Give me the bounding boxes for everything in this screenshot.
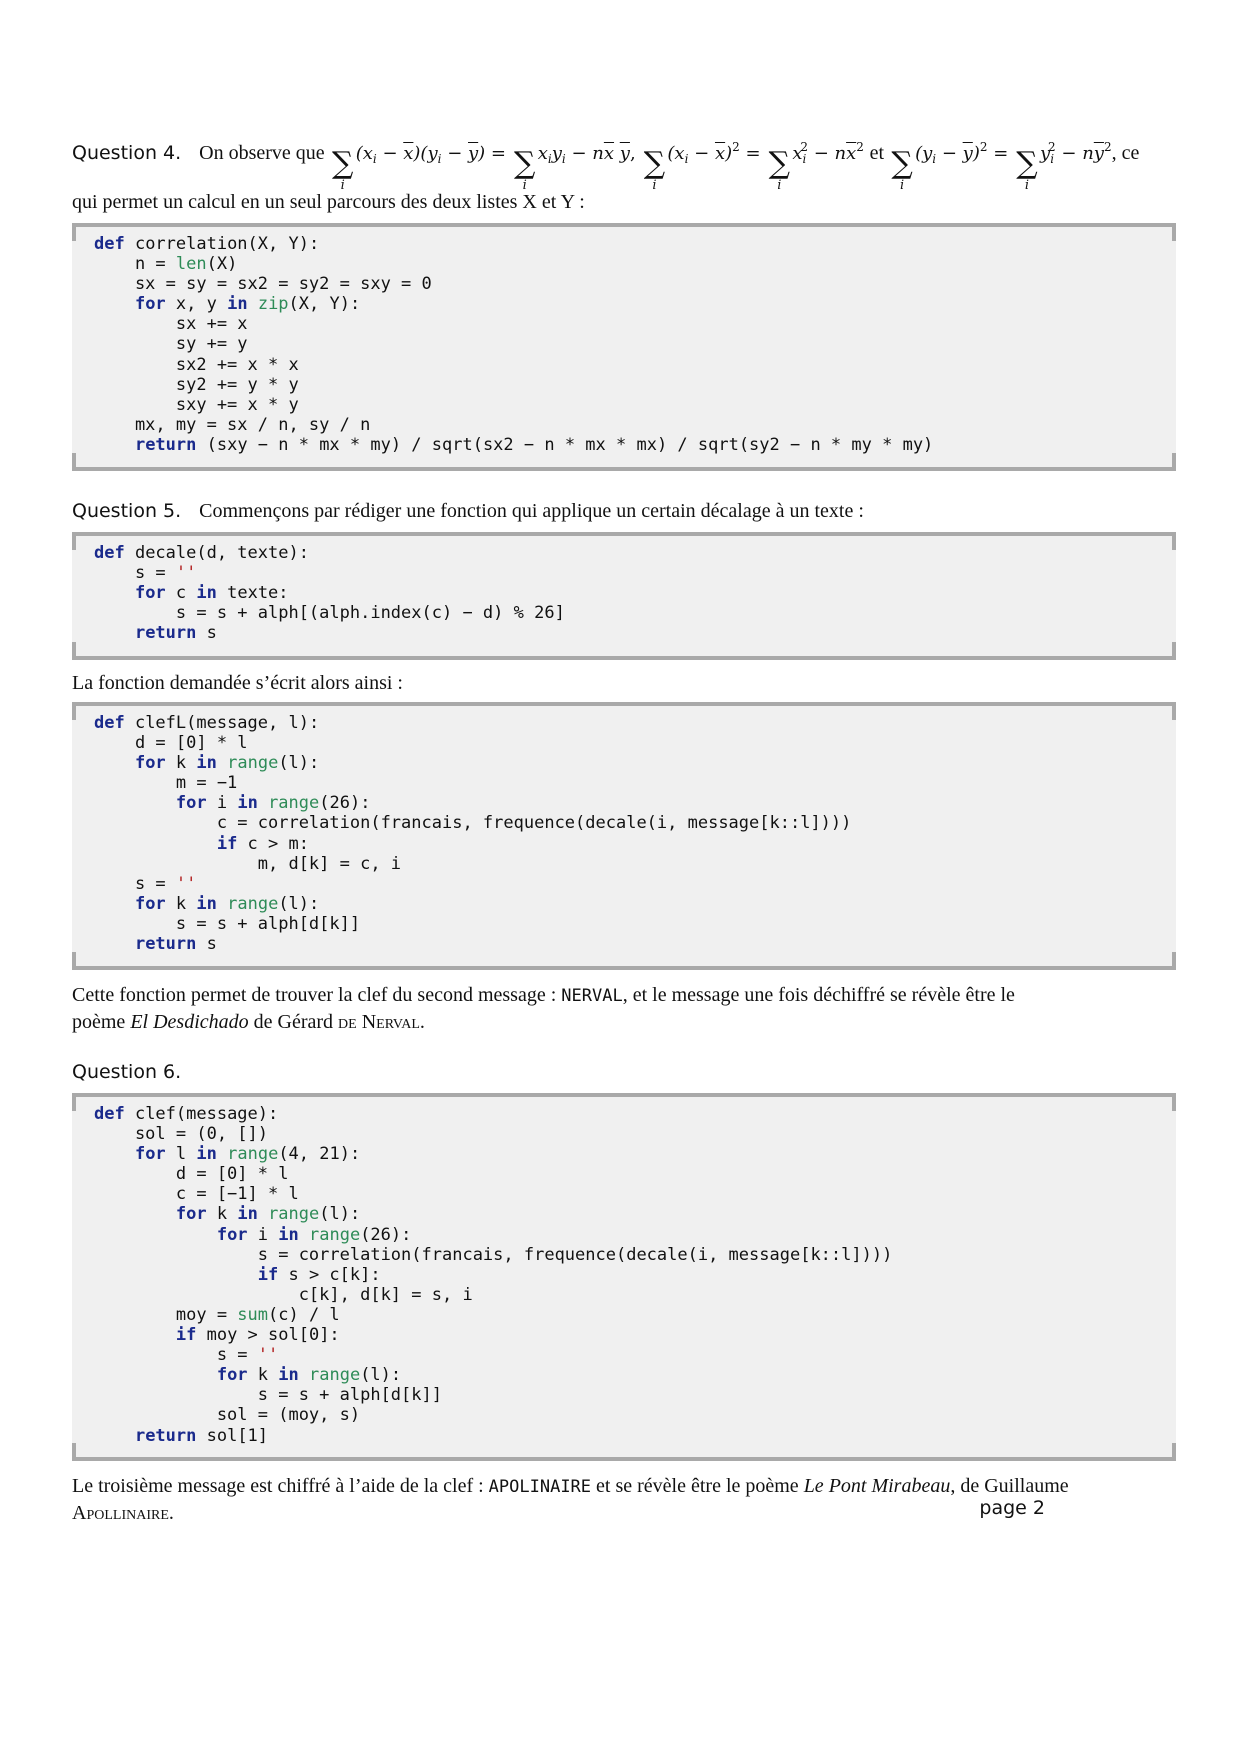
q6-conclusion: Le troisième message est chiffré à l’aide de la clef : APOLINAIRE et se révèle être le poème Le Pont Mirabeau, de Guillaume Apollinaire. xyxy=(72,1475,1069,1524)
q6-code-block xyxy=(72,1093,1176,1461)
page-content xyxy=(72,140,1176,1526)
q6-author: Apollinaire xyxy=(72,1502,169,1524)
page-number: page 2 xyxy=(979,1497,1045,1519)
q6-poem-title: Le Pont Mirabeau xyxy=(803,1475,951,1497)
q4-code: def correlation(X, Y): n = len(X) sx = sy = sx2 = sy2 = sxy = 0 for x, y in zip(X, Y): sx += x sy += y sx2 += x * x sy2 += y * y sxy += x * y mx, my = sx / n, sy / n return (sxy − n * mx * my) / sqrt(sx2 − n * mx * mx) / sqrt(sy2 − n * my * my) xyxy=(94,234,934,455)
q5-label: Question 5. xyxy=(72,500,182,522)
q5-poem-title: El Desdichado xyxy=(130,1011,249,1033)
q4-code-block xyxy=(72,223,1176,471)
q4-formula: ∑ i $(x_i - \overline{x})(y_i - \overline{y})$ = ∑ i $x_iy_i - n\overline{x}$ $\overline{y}$, ∑ i $(x_i - \overline{x})^2$ = ∑ i $x_i^2 - n\overline{x}^2$ xyxy=(331,140,864,193)
q5-code-2: def clefL(message, l): d = [0] * l for k in range(l): m = −1 for i in range(26): c = correlation(francais, frequence(decale(i, message[k::l]))) if c > m: m, d[k] = c, i s = '' for k in range(l): s = s + alph[d[k]] return s xyxy=(94,713,852,955)
q5-middle: La fonction demandée s’écrit alors ainsi : xyxy=(72,672,403,694)
q5-paragraph xyxy=(72,498,1176,524)
q5-author: de Nerval xyxy=(338,1011,420,1033)
q4-label: Question 4. xyxy=(72,142,182,164)
q5-code-block-1 xyxy=(72,532,1176,660)
q6-paragraph xyxy=(72,1059,1176,1085)
q5-code-1: def decale(d, texte): s = '' for c in texte: s = s + alph[(alph.index(c) − d) % 26] return s xyxy=(94,543,565,644)
q5-code-block-2 xyxy=(72,702,1176,970)
q5-intro: Commençons par rédiger une fonction qui applique un certain décalage à un texte : xyxy=(199,500,864,522)
q5-key: NERVAL xyxy=(561,986,623,1006)
q6-code: def clef(message): sol = (0, []) for l in range(4, 21): d = [0] * l c = [−1] * l for k in range(l): for i in range(26): s = correlation(francais, frequence(decale(i, message[k::l]))) if s > c[k]: c[k], d[k] = s, i moy = sum(c) / l if moy > sol[0]: s = '' for k in range(l): s = s + alph[d[k]] sol = (moy, s) return sol[1] xyxy=(94,1104,893,1446)
q4-paragraph: Question 4. On observe que ∑ i $(x_i - \overline{x})(y_i - \overline{y})$ = ∑ i $x_iy_i - n\overline{x}$ $\overline{y}$, ∑ i $(x_i - \overline{x})^2$ = ∑ i $x_i^2 - n\overline{x}^2$ et ∑ i $(y_i - \overline{y})^2$ = ∑ i $y_i^2 - n\overline{y}^2$, ce xyxy=(72,140,1140,193)
q6-label: Question 6. xyxy=(72,1061,182,1083)
q5-conclusion: Cette fonction permet de trouver la clef du second message : NERVAL, et le message une fois déchiffré se révèle être le poème El Desdichado de Gérard de Nerval. xyxy=(72,984,1015,1033)
q4-intro: On observe que xyxy=(199,142,325,164)
q6-key: APOLINAIRE xyxy=(488,1477,592,1497)
q4-line2: qui permet un calcul en un seul parcours des deux listes X et Y : xyxy=(72,191,585,213)
